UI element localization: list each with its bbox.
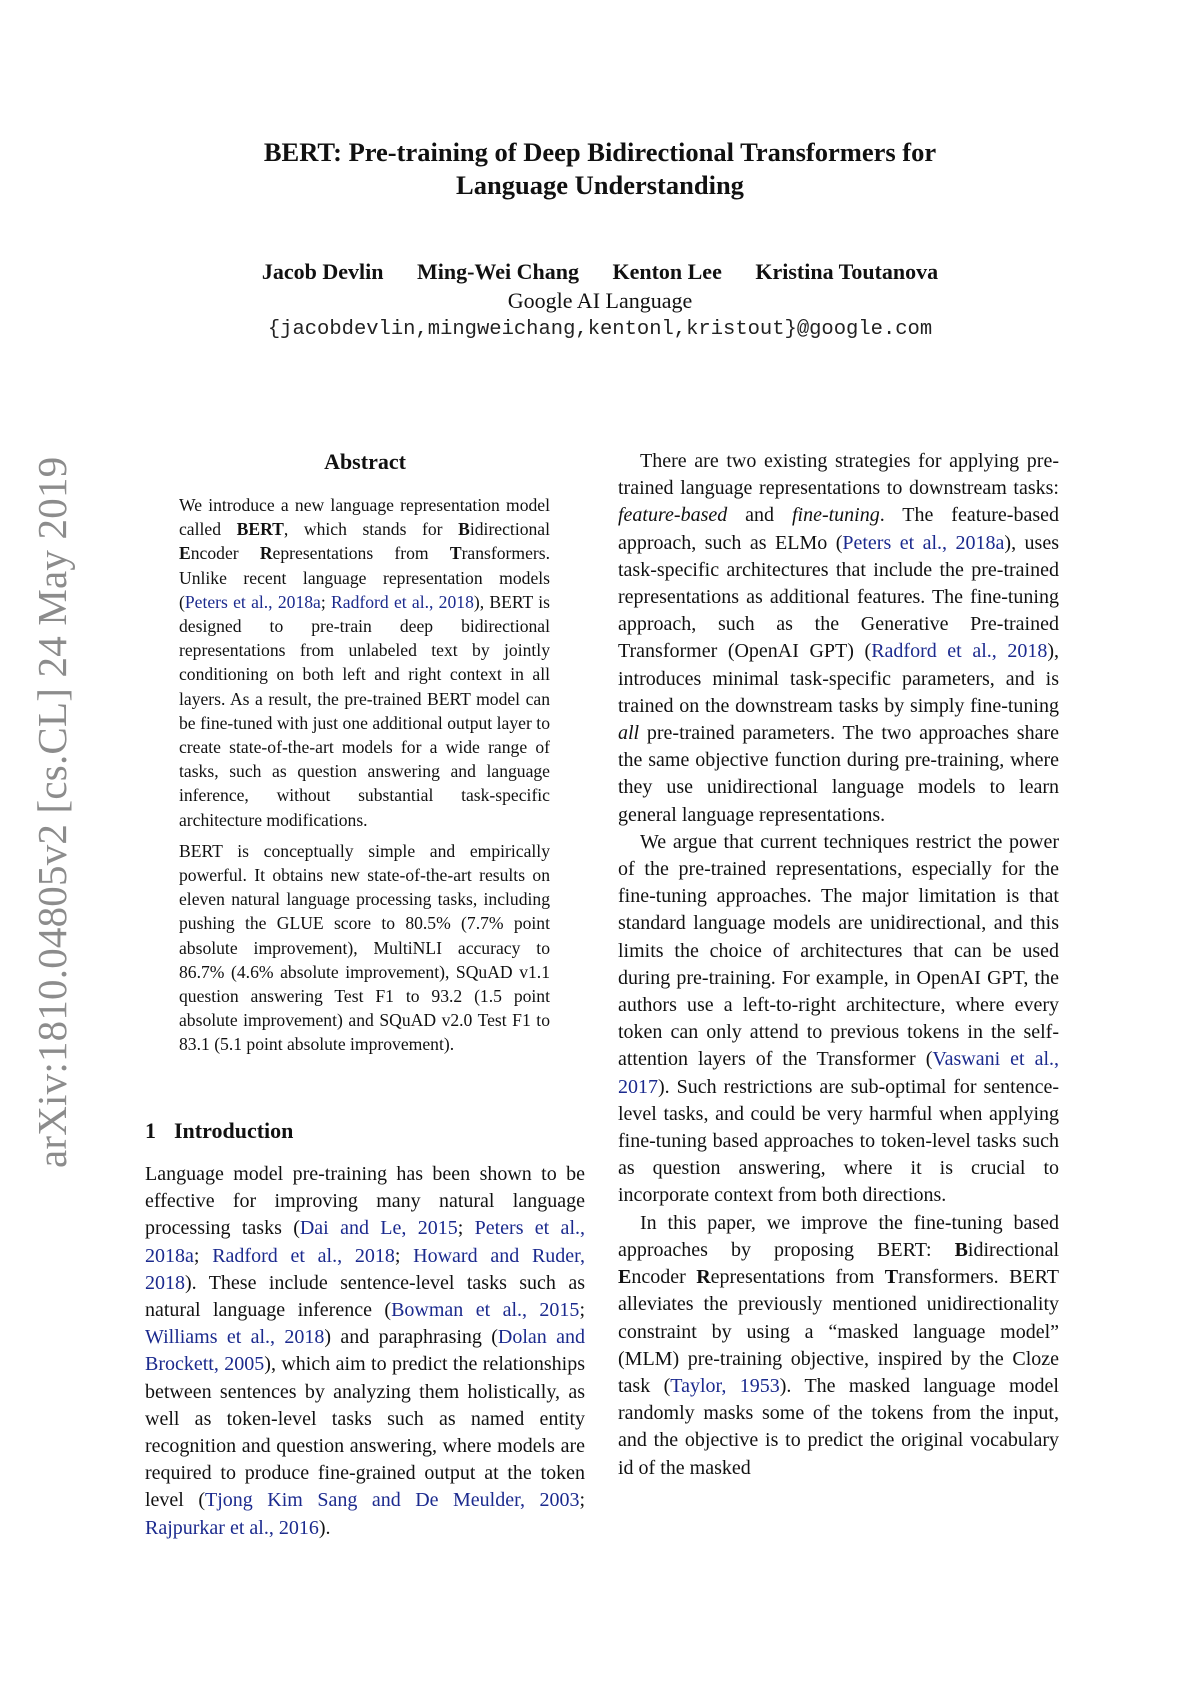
author-emails: {jacobdevlin,mingweichang,kentonl,kristout}@google.com [267,318,933,341]
introduction-body [145,1161,585,1542]
citation-link[interactable]: Tjong Kim Sang and De Meulder, 2003 [205,1489,580,1512]
section-number: 1 [145,1118,156,1143]
arxiv-stamp: arXiv:1810.04805v2 [cs.CL] 24 May 2019 [29,456,75,1168]
abstract-body [179,493,550,1064]
paper-title [150,136,1050,202]
citation-link[interactable]: Dai and Le, 2015 [299,1217,458,1240]
author-name: Ming-Wei Chang [416,259,579,284]
author-list [100,258,1100,286]
title-line-1: BERT: Pre-training of Deep Bidirectional Transformers for [263,137,937,167]
citation-link[interactable]: Vaswani et al., 2017 [618,1048,1060,1098]
section-heading-introduction [145,1117,293,1145]
body-paragraph: There are two existing strategies for applying pre-trained language representations to downstream tasks: feature-based and fine-tuning. The feature-based approach, such as ELMo (Peters et al., 2018a), uses task-specific architectures that include the pre-trained representations as additional features. The fine-tuning approach, such as the Generative Pre-trained Transformer (OpenAI GPT) (Radford et al., 2018), introduces minimal task-specific parameters, and is trained on the downstream tasks by simply fine-tuning all pre-trained parameters. The two approaches share the same objective function during pre-training, where they use unidirectional language models to learn general language representations. [618,450,1060,826]
intro-paragraph: Language model pre-training has been shown to be effective for improving many natural language processing tasks (Dai and Le, 2015; Peters et al., 2018a; Radford et al., 2018; Howard and Ruder, 2018). These include sentence-level tasks such as natural language inference (Bowman et al., 2015; Williams et al., 2018) and paraphrasing (Dolan and Brockett, 2005), which aim to predict the relationships between sentences by analyzing them holistically, as well as token-level tasks such as named entity recognition and question answering, where models are required to produce fine-grained output at the token level (Tjong Kim Sang and De Meulder, 2003; Rajpurkar et al., 2016). [145,1163,586,1539]
section-title: Introduction [174,1118,294,1143]
author-name: Jacob Devlin [261,259,384,284]
author-name: Kristina Toutanova [755,259,939,284]
citation-link[interactable]: Peters et al., 2018a [184,591,321,612]
citation-link[interactable]: Radford et al., 2018 [212,1244,395,1267]
citation-link[interactable]: Taylor, 1953 [670,1374,780,1397]
body-paragraph: We argue that current techniques restrict the power of the pre-trained representations, especially for the fine-tuning approaches. The major limitation is that standard language models are unidirectional, and this limits the choice of architectures that can be used during pre-training. For example, in OpenAI GPT, the authors use a left-to-right architecture, where every token can only attend to previous tokens in the self-attention layers of the Transformer (Vaswani et al., 2017). Such restrictions are sub-optimal for sentence-level tasks, and could be very harmful when applying fine-tuning based approaches to token-level tasks such as question answering, where it is crucial to incorporate context from both directions. [618,830,1060,1207]
citation-link[interactable]: Dolan and Brockett, 2005 [145,1326,585,1376]
body-paragraph: In this paper, we improve the fine-tuning based approaches by proposing BERT: Bidirectional Encoder Representations from Transformers. BERT alleviates the previously mentioned unidirectionality constraint by using a “masked language model” (MLM) pre-training objective, inspired by the Cloze task (Taylor, 1953). The masked language model randomly masks some of the tokens from the input, and the objective is to predict the original vocabulary id of the masked [618,1211,1059,1479]
citation-link[interactable]: Howard and Ruder, 2018 [145,1244,586,1294]
abstract-heading: Abstract [324,449,406,474]
right-column-body [618,448,1059,1482]
citation-link[interactable]: Rajpurkar et al., 2016 [145,1516,319,1539]
citation-link[interactable]: Williams et al., 2018 [145,1326,325,1349]
citation-link[interactable]: Peters et al., 2018a [842,531,1005,554]
title-line-2: Language Understanding [456,170,744,200]
citation-link[interactable]: Peters et al., 2018a [145,1217,585,1267]
author-name: Kenton Lee [612,259,722,284]
citation-link[interactable]: Radford et al., 2018 [871,640,1048,663]
abstract-paragraph: BERT is conceptually simple and empirically powerful. It obtains new state-of-the-art results on eleven natural language processing tasks, including pushing the GLUE score to 80.5% (7.7% point absolute improvement), MultiNLI accuracy to 86.7% (4.6% absolute improvement), SQuAD v1.1 question answering Test F1 to 93.2 (1.5 point absolute improvement) and SQuAD v2.0 Test F1 to 83.1 (5.1 point absolute improvement). [179,840,550,1055]
citation-link[interactable]: Radford et al., 2018 [331,591,474,612]
affiliation: Google AI Language [507,288,693,313]
citation-link[interactable]: Bowman et al., 2015 [391,1299,580,1322]
abstract-paragraph: We introduce a new language representation model called BERT, which stands for Bidirectional Encoder Representations from Transformers. Unlike recent language representation models (Peters et al., 2018a; Radford et al., 2018), BERT is designed to pre-train deep bidirectional representations from unlabeled text by jointly conditioning on both left and right context in all layers. As a result, the pre-trained BERT model can be fine-tuned with just one additional output layer to create state-of-the-art models for a wide range of tasks, such as question answering and language inference, without substantial task-specific architecture modifications. [179,495,550,830]
